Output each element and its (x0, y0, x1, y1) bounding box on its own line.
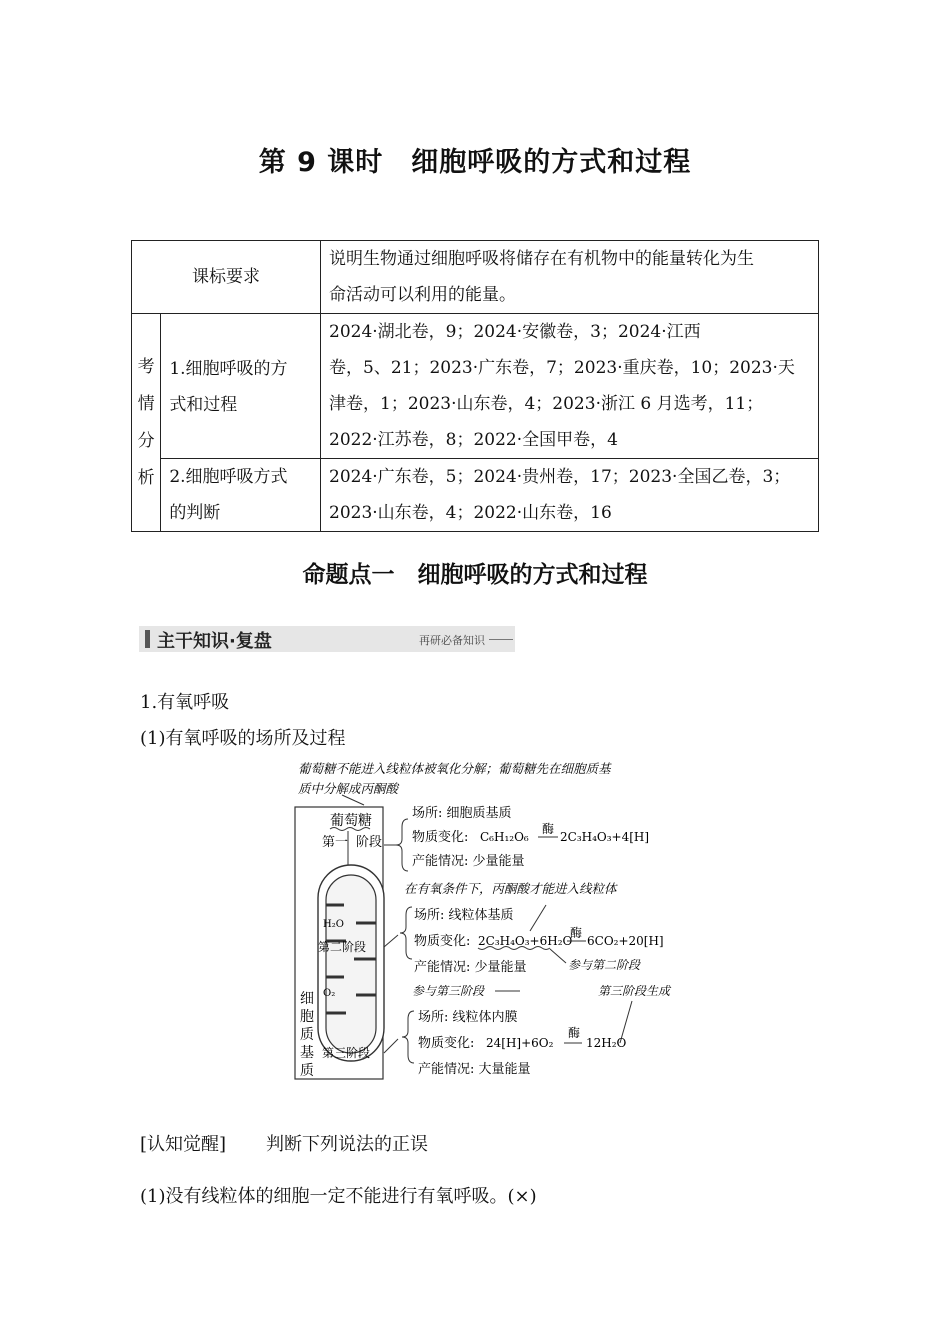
s1-change-label: 物质变化: (412, 830, 469, 845)
banner-rule (489, 639, 513, 640)
s2-note-arrow (550, 949, 566, 963)
stage3-label: 第三阶段 (322, 1046, 371, 1060)
requirement-line: 说明生物通过细胞呼吸将储存在有机物中的能量转化为生 (329, 249, 754, 269)
item1-topic (161, 314, 321, 459)
note-pyruvate: 在有氧条件下，丙酮酸才能进入线粒体 (404, 881, 617, 896)
item1-refs (321, 314, 819, 459)
s2-place-arrow (530, 905, 546, 931)
s1-place: 场所: 细胞质基质 (412, 806, 512, 821)
s3-change-label: 物质变化: (418, 1036, 475, 1051)
s1-change-rhs: 2C₃H₄O₃+4[H] (560, 830, 650, 844)
stage1-label: 第一 (322, 835, 349, 850)
side-char: 析 (137, 467, 155, 488)
heading-aerobic: 1.有氧呼吸 (140, 692, 230, 713)
question-1: (1)没有线粒体的细胞一定不能进行有氧呼吸。(×) (140, 1186, 537, 1207)
s3-place: 场所: 线粒体内膜 (418, 1010, 518, 1025)
table-row (132, 459, 819, 532)
awake-label: [认知觉醒] (140, 1134, 227, 1155)
matrix-char: 质 (300, 1063, 314, 1079)
requirement-line: 命活动可以利用的能量。 (329, 285, 516, 305)
side-char: 分 (137, 430, 155, 451)
stage2-label: 第二阶段 (318, 940, 367, 954)
s1-change-lhs: C₆H₁₂O₆ (480, 830, 529, 844)
matrix-char: 胞 (300, 1009, 314, 1025)
ref-line: 2023·山东卷，4；2022·山东卷，16 (329, 503, 612, 523)
subheading-place-process: (1)有氧呼吸的场所及过程 (140, 728, 346, 749)
s3-change-rhs: 12H₂O (586, 1036, 627, 1050)
aerobic-respiration-diagram (280, 755, 680, 1085)
banner-subtitle: 再研必备知识 (419, 634, 485, 647)
requirement-text (321, 241, 819, 314)
s3-energy: 产能情况: 大量能量 (418, 1062, 531, 1077)
enzyme-1: 酶 (542, 822, 555, 836)
note-stage2: 参与第二阶段 (568, 958, 641, 972)
s2-place: 场所: 线粒体基质 (414, 908, 514, 923)
topic-line: 式和过程 (169, 395, 238, 415)
h2o-label: H₂O (323, 919, 344, 930)
ref-line: 津卷，1；2023·山东卷，4；2023·浙江 6 月选考，11； (329, 394, 764, 414)
s3-change-lhs: 24[H]+6O₂ (486, 1036, 554, 1050)
s2-change-rhs: 6CO₂+20[H] (587, 934, 664, 948)
s2-energy: 产能情况: 少量能量 (414, 960, 527, 975)
banner-bar (145, 630, 150, 648)
enzyme-2: 酶 (570, 926, 583, 940)
stage2-brace (400, 907, 412, 959)
section-title: 命题点一 细胞呼吸的方式和过程 (302, 562, 648, 588)
note-arrow (342, 795, 364, 805)
banner-title: 主干知识·复盘 (157, 631, 272, 652)
table-row (132, 314, 819, 459)
curriculum-table (131, 240, 819, 532)
glucose-label: 葡萄糖 (330, 813, 372, 829)
stage3-link (384, 1039, 398, 1053)
stage2-link (384, 935, 398, 947)
glucose-wave (330, 828, 370, 831)
ref-line: 卷，5、21；2023·广东卷，7；2023·重庆卷，10；2023·天 (329, 358, 795, 378)
note-glucose-1: 葡萄糖不能进入线粒体被氧化分解；葡萄糖先在细胞质基 (298, 761, 611, 776)
page-title: 第 9 课时 细胞呼吸的方式和过程 (258, 147, 692, 178)
ref-line: 2024·湖北卷，9；2024·安徽卷，3；2024·江西 (329, 322, 701, 342)
ref-line: 2022·江苏卷，8；2022·全国甲卷，4 (329, 430, 618, 450)
knowledge-banner (139, 626, 515, 652)
side-char: 情 (137, 393, 155, 414)
requirement-head: 课标要求 (132, 241, 321, 314)
s2-change-lhs: 2C₃H₄O₃+6H₂O (478, 934, 573, 948)
s1-energy: 产能情况: 少量能量 (412, 854, 525, 869)
ref-line: 2024·广东卷，5；2024·贵州卷，17；2023·全国乙卷，3； (329, 467, 791, 487)
item2-refs (321, 459, 819, 532)
note-stage3-produce: 第三阶段生成 (598, 984, 671, 998)
s2-change-label: 物质变化: (414, 934, 471, 949)
matrix-char: 基 (300, 1045, 314, 1061)
matrix-char: 细 (300, 991, 314, 1007)
note-stage3: 参与第三阶段 (412, 984, 485, 998)
awake-line (140, 1130, 428, 1156)
stage3-brace (402, 1011, 414, 1063)
topic-line: 2.细胞呼吸方式 (169, 467, 288, 487)
o2-label: O₂ (323, 988, 336, 999)
side-char: 考 (137, 356, 155, 377)
enzyme-3: 酶 (568, 1026, 581, 1040)
topic-line: 1.细胞呼吸的方 (169, 359, 288, 379)
table-row (132, 241, 819, 314)
matrix-char: 质 (300, 1027, 314, 1043)
item2-topic (161, 459, 321, 532)
analysis-side-label (132, 314, 161, 532)
stage1-label-b: 阶段 (356, 835, 383, 850)
topic-line: 的判断 (169, 503, 221, 523)
awake-text: 判断下列说法的正误 (266, 1134, 429, 1155)
mitochondrion-inner (326, 875, 376, 1053)
note-glucose-2: 质中分解成丙酮酸 (298, 781, 399, 796)
